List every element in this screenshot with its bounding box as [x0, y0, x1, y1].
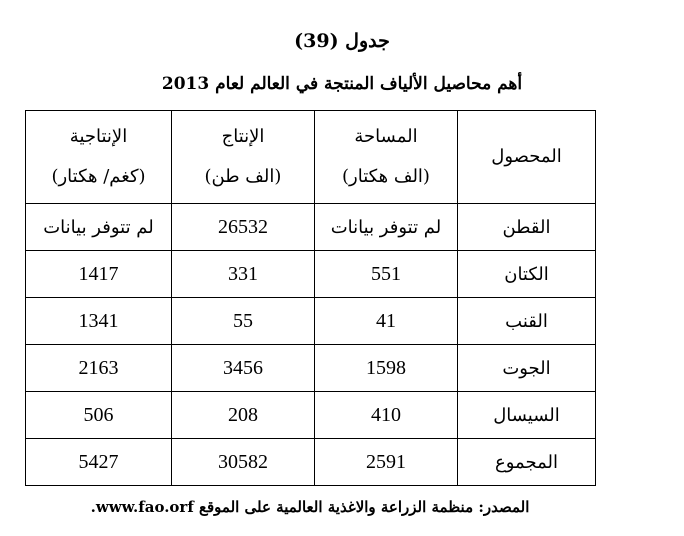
cell-crop: الكتان	[458, 251, 596, 298]
header-yield	[26, 111, 172, 204]
cell-production: 30582	[172, 439, 315, 486]
header-yield-label: الإنتاجية	[69, 126, 128, 147]
header-production-unit: (الف طن)	[204, 166, 282, 187]
table-row	[26, 392, 596, 439]
cell-yield: 506	[26, 392, 172, 439]
header-production-label: الإنتاج	[221, 126, 265, 147]
cell-yield: 1341	[26, 298, 172, 345]
cell-crop: القطن	[458, 204, 596, 251]
table-row	[26, 204, 596, 251]
cell-production: 3456	[172, 345, 315, 392]
fiber-crops-table	[25, 110, 596, 486]
table-number: جدول (39)	[294, 30, 390, 52]
cell-area: 2591	[315, 439, 458, 486]
table-row	[26, 251, 596, 298]
table-row	[26, 345, 596, 392]
cell-production: 331	[172, 251, 315, 298]
cell-area: 1598	[315, 345, 458, 392]
header-crop	[458, 111, 596, 204]
header-yield-unit: (كغم/ هكتار)	[51, 166, 146, 187]
cell-crop: المجموع	[458, 439, 596, 486]
cell-crop: السيسال	[458, 392, 596, 439]
header-area	[315, 111, 458, 204]
source-note: المصدر: منظمة الزراعة والاغذية العالمية على الموقع www.fao.orf.	[90, 498, 530, 516]
header-crop-label: المحصول	[491, 146, 562, 167]
cell-area: 41	[315, 298, 458, 345]
header-area-unit: (الف هكتار)	[342, 166, 430, 187]
header-area-label: المساحة	[354, 126, 418, 147]
cell-area: 410	[315, 392, 458, 439]
cell-area: 551	[315, 251, 458, 298]
cell-production: 55	[172, 298, 315, 345]
cell-crop: القنب	[458, 298, 596, 345]
header-production	[172, 111, 315, 204]
table-header-row	[26, 111, 596, 204]
cell-yield: 5427	[26, 439, 172, 486]
cell-crop: الجوت	[458, 345, 596, 392]
cell-production: 26532	[172, 204, 315, 251]
cell-production: 208	[172, 392, 315, 439]
table-row	[26, 298, 596, 345]
cell-yield: لم تتوفر بيانات	[26, 204, 172, 251]
cell-area: لم تتوفر بيانات	[315, 204, 458, 251]
cell-yield: 2163	[26, 345, 172, 392]
cell-yield: 1417	[26, 251, 172, 298]
table-title: أهم محاصيل الألياف المنتجة في العالم لعام 2013	[161, 74, 523, 94]
table-row-total	[26, 439, 596, 486]
